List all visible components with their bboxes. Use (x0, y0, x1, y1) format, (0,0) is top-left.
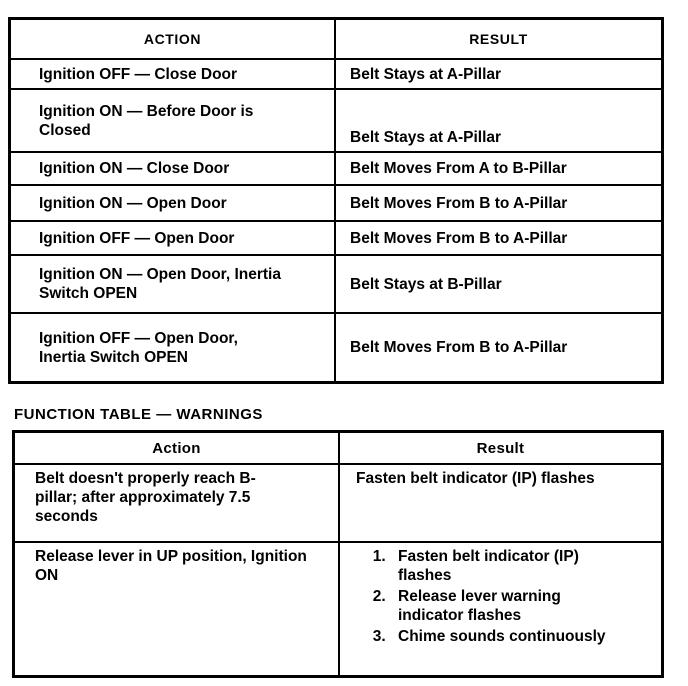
warnings-row-2-action-text: Release lever in UP position, Ignition ON (35, 548, 307, 584)
row-7-result: Belt Moves From B to A-Pillar (350, 339, 568, 356)
row-4-action: Ignition ON — Open Door (11, 186, 336, 222)
row-4-result: Belt Moves From B to A-Pillar (336, 186, 661, 222)
row-6-action: Ignition ON — Open Door, Inertia Switch OPEN (11, 256, 336, 314)
header-result: RESULT (336, 20, 661, 60)
header-action: ACTION (11, 20, 336, 60)
warnings-row-1-action-text: Belt doesn't properly reach B-pillar; after approximately 7.5 seconds (35, 470, 256, 525)
warnings-result-item: 2. Release lever warning indicator flashes (390, 587, 628, 625)
row-2-action (11, 90, 336, 153)
row-1-action: Ignition OFF — Close Door (11, 60, 336, 90)
warnings-row-2-action (15, 543, 340, 675)
row-7-action (11, 314, 336, 381)
warnings-row-1-action (15, 465, 340, 543)
row-5-result: Belt Moves From B to A-Pillar (336, 222, 661, 256)
row-2-result: Belt Stays at A-Pillar (336, 90, 661, 153)
warnings-result-item: 1. Fasten belt indicator (IP) flashes (390, 547, 628, 585)
warnings-result-item: 3. Chime sounds continuously (390, 627, 628, 646)
row-1-result: Belt Stays at A-Pillar (336, 60, 661, 90)
row-2-action-text: Ignition ON — Before Door is Closed (39, 102, 254, 139)
warnings-row-1-result: Fasten belt indicator (IP) flashes (340, 465, 661, 543)
warnings-result-list (356, 547, 628, 648)
row-7-action-text: Ignition OFF — Open Door, Inertia Switch OPEN (39, 329, 238, 366)
function-table-warnings (12, 430, 664, 678)
row-3-action: Ignition ON — Close Door (11, 153, 336, 186)
warnings-table-title: FUNCTION TABLE — WARNINGS (14, 406, 263, 423)
row-3-result: Belt Moves From A to B-Pillar (336, 153, 661, 186)
function-table-belt-movement (8, 17, 664, 384)
warnings-header-result: Result (340, 433, 661, 465)
warnings-header-action: Action (15, 433, 340, 465)
warnings-row-2-result (340, 543, 661, 675)
row-6-result: Belt Stays at B-Pillar (336, 256, 661, 314)
row-5-action: Ignition OFF — Open Door (11, 222, 336, 256)
